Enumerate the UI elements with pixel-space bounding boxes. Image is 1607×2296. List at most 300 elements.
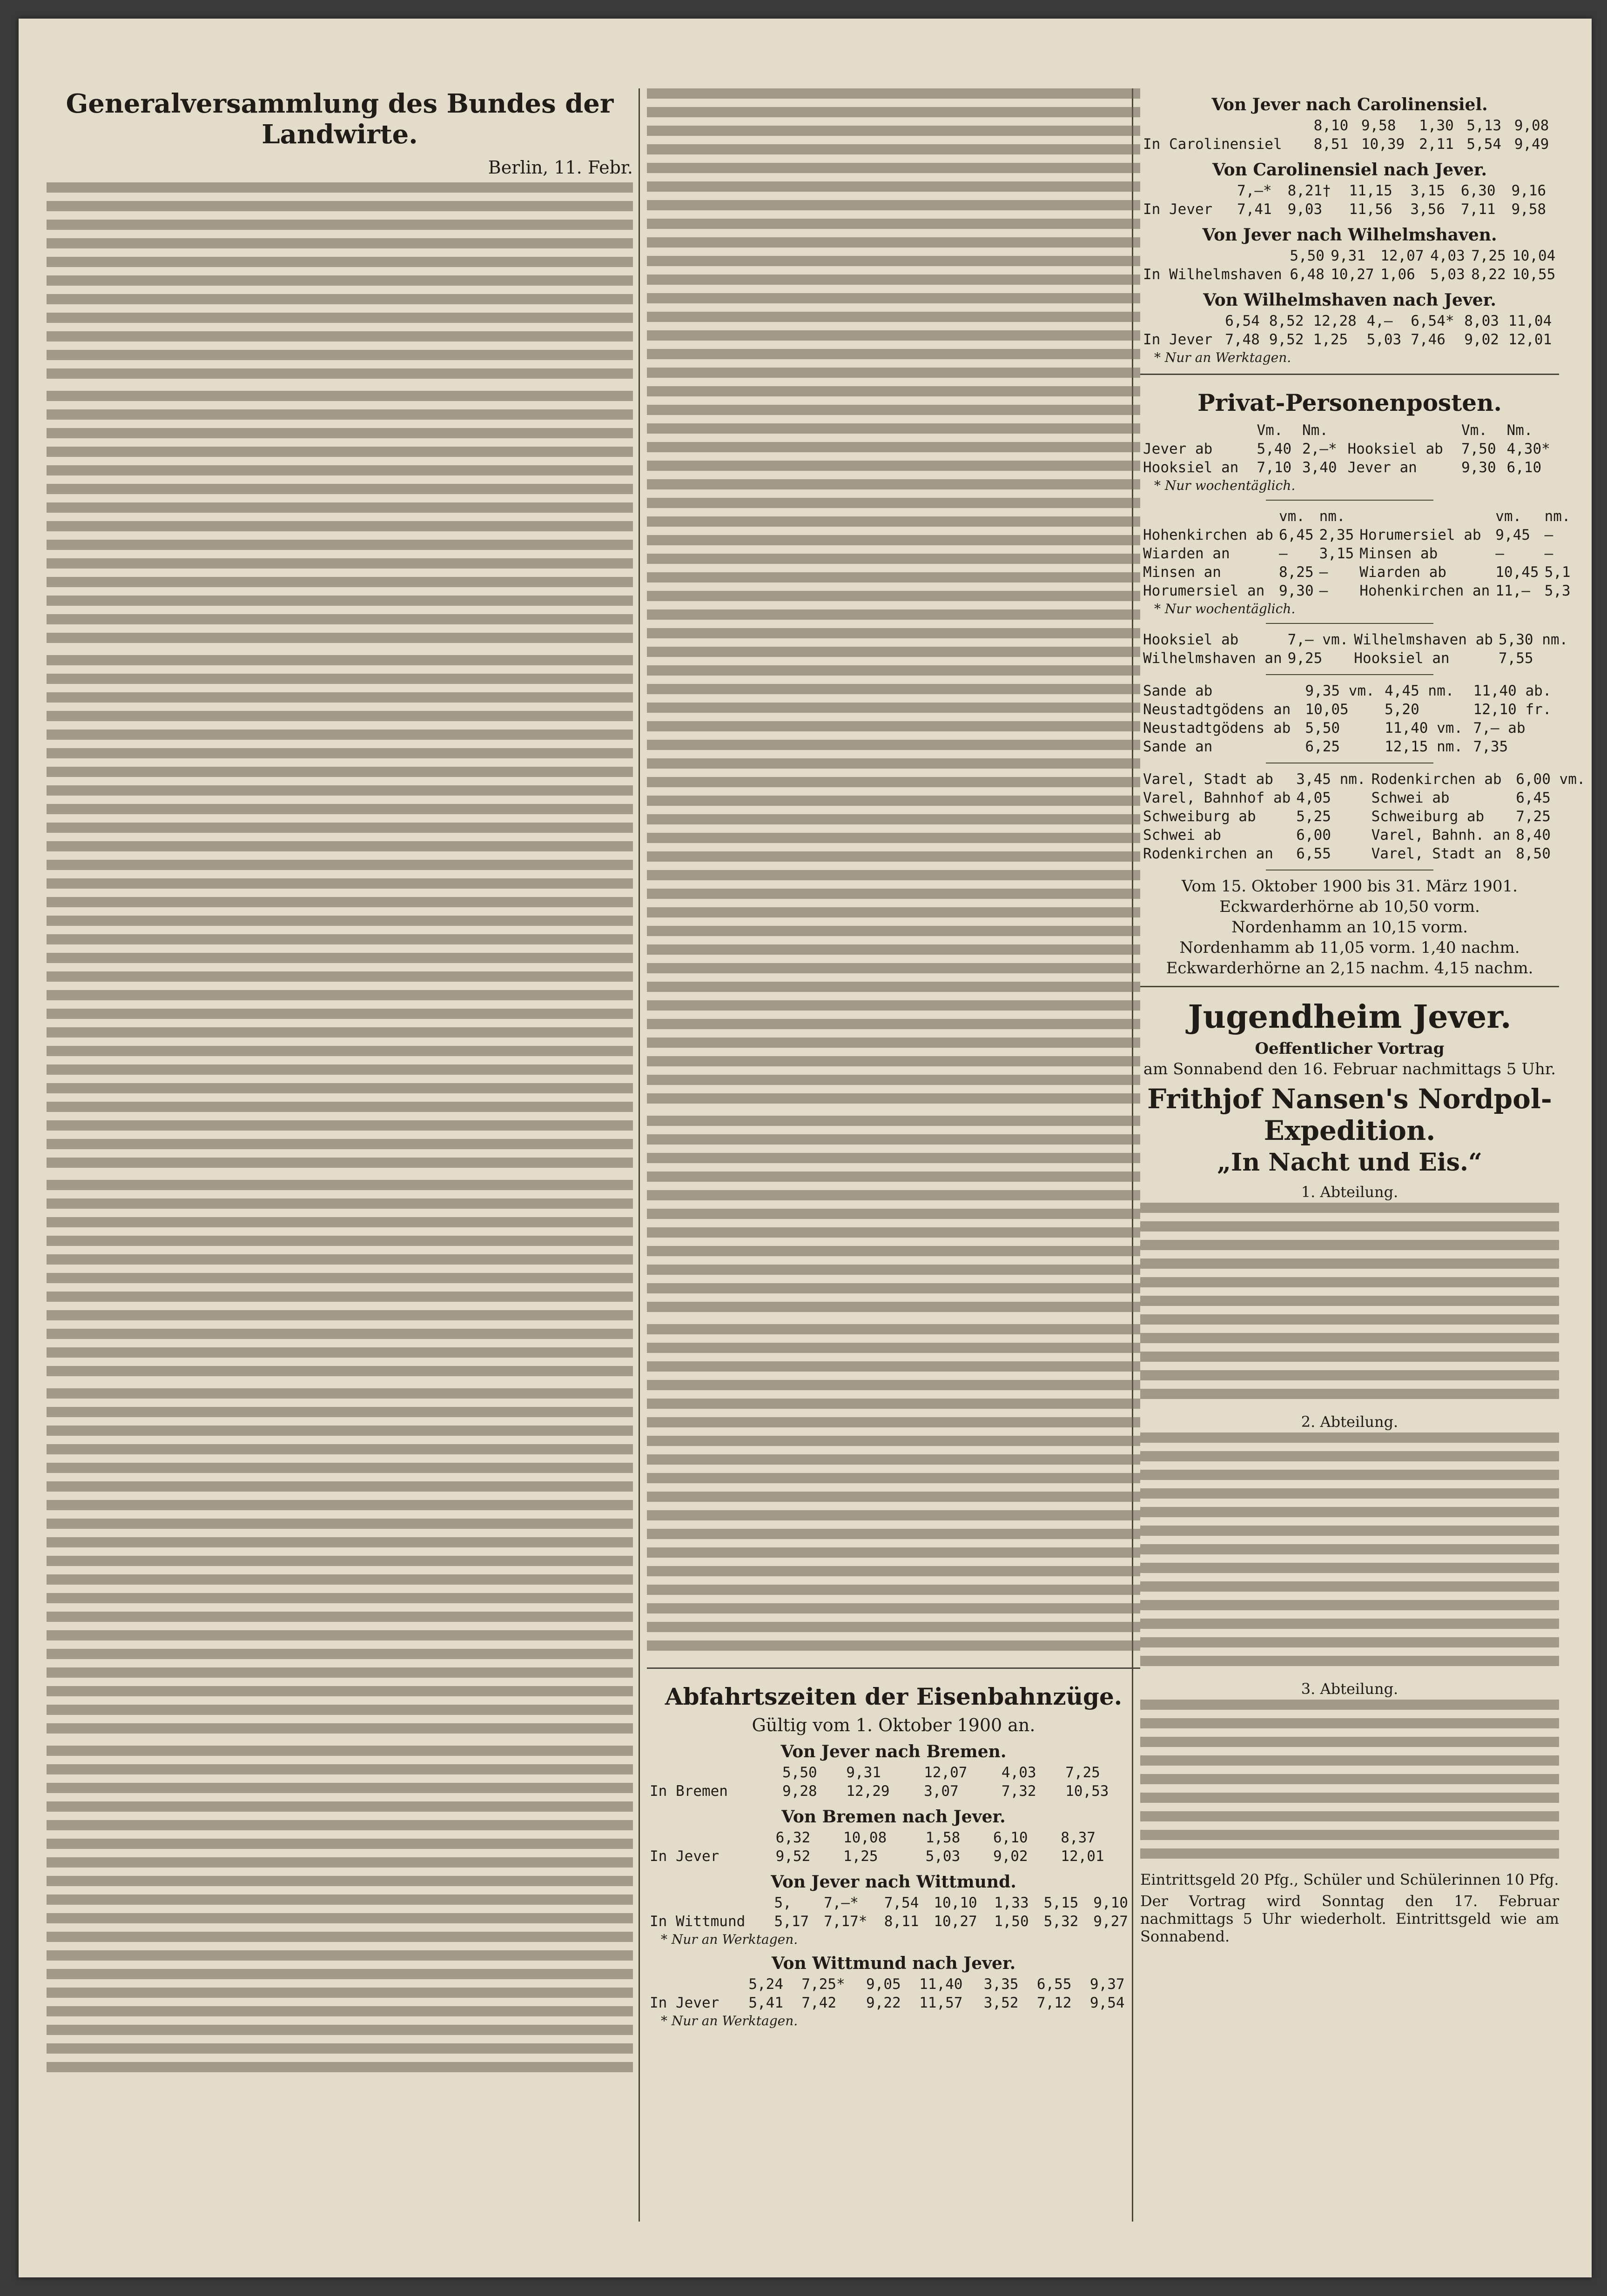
ferry-row: Eckwarderhörne ab 10,50 vorm. bbox=[1219, 897, 1480, 916]
event-main-subtitle: „In Nacht und Eis.“ bbox=[1217, 1148, 1482, 1177]
ferry-row: Eckwarderhörne an 2,15 nachm. 4,15 nachm. bbox=[1166, 959, 1533, 977]
table-cell: 5,50 bbox=[782, 1764, 817, 1781]
table-cell: 5,50 bbox=[1290, 248, 1325, 264]
article-paragraph bbox=[47, 1180, 633, 1385]
table-row bbox=[1140, 116, 1559, 135]
table-cell: Schwei ab bbox=[1143, 827, 1221, 843]
table-cell: 1,33 bbox=[994, 1894, 1029, 1911]
route-title: Von Jever nach Wilhelmshaven. bbox=[1202, 225, 1497, 245]
table-cell: Neustadtgödens an bbox=[1143, 701, 1291, 718]
table-cell: 10,27 bbox=[934, 1913, 977, 1930]
table-cell: Minsen ab bbox=[1359, 545, 1438, 562]
table-cell: 11,04 bbox=[1508, 313, 1552, 329]
table-cell: 9,52 bbox=[1269, 331, 1304, 348]
table-cell: 6,55 bbox=[1036, 1976, 1072, 1993]
table-cell: Jever ab bbox=[1143, 441, 1213, 457]
table-cell bbox=[1140, 247, 1287, 265]
table-cell: 12,29 bbox=[846, 1783, 890, 1800]
table-cell bbox=[1345, 421, 1459, 440]
table-cell: 7,54 bbox=[884, 1894, 919, 1911]
route-title: Von Wilhelmshaven nach Jever. bbox=[1203, 290, 1496, 310]
table-cell: 8,22 bbox=[1471, 266, 1506, 283]
divider bbox=[1266, 623, 1433, 624]
admission-note: Eintrittsgeld 20 Pfg., Schüler und Schülerinnen 10 Pfg. bbox=[1140, 1871, 1559, 1888]
table-cell bbox=[647, 1894, 771, 1912]
table-row bbox=[1140, 312, 1559, 330]
table-cell: nm. bbox=[1319, 508, 1345, 525]
table-cell: 7,25 bbox=[1516, 808, 1551, 825]
article-paragraph bbox=[647, 1116, 1140, 1320]
table-cell: 2,11 bbox=[1419, 136, 1454, 153]
section-heading: 3. Abteilung. bbox=[1301, 1680, 1399, 1698]
table-cell: 9,35 vm. bbox=[1305, 683, 1375, 699]
ferry-schedule bbox=[1140, 897, 1559, 977]
table-cell: vm. bbox=[1495, 508, 1522, 525]
table-cell: 2,35 bbox=[1319, 527, 1354, 543]
table-row bbox=[1140, 826, 1588, 844]
article-paragraph bbox=[47, 182, 633, 387]
table-cell: 7,17* bbox=[824, 1913, 867, 1930]
route-table bbox=[1140, 247, 1559, 284]
table-row bbox=[1140, 440, 1559, 458]
table-cell: 10,27 bbox=[1331, 266, 1374, 283]
event-date: am Sonnabend den 16. Februar nachmittags 5 Uhr. bbox=[1143, 1060, 1556, 1078]
table-cell: 6,32 bbox=[775, 1829, 811, 1846]
table-cell: 4,03 bbox=[1001, 1764, 1036, 1781]
table-cell: In Jever bbox=[650, 1995, 719, 2011]
table-cell: 9,08 bbox=[1514, 117, 1549, 134]
table-row bbox=[1140, 265, 1559, 284]
timetable-routes bbox=[647, 1742, 1140, 2028]
table-cell bbox=[647, 1828, 773, 1847]
table-cell: — bbox=[1278, 545, 1288, 562]
table-cell: — bbox=[1495, 545, 1504, 562]
table-cell: In Carolinensiel bbox=[1143, 136, 1282, 153]
table-row bbox=[1140, 458, 1559, 477]
table-cell: 5,20 bbox=[1385, 701, 1419, 718]
table-cell: In Wittmund bbox=[650, 1913, 746, 1930]
table-cell: Wilhelmshaven ab bbox=[1354, 631, 1493, 648]
table-cell: 5,41 bbox=[748, 1995, 783, 2011]
table-cell: 5,54 bbox=[1466, 136, 1502, 153]
table-row bbox=[1140, 507, 1573, 526]
table-cell: Hohenkirchen an bbox=[1359, 582, 1490, 599]
table-cell: 12,15 nm. bbox=[1385, 738, 1463, 755]
table-cell: 9,30 bbox=[1278, 582, 1314, 599]
table-cell: 3,40 bbox=[1302, 459, 1337, 476]
table-row bbox=[1140, 247, 1559, 265]
table-cell: 9,49 bbox=[1514, 136, 1549, 153]
table-cell: 4,— bbox=[1366, 313, 1393, 329]
table-cell: 6,45 bbox=[1516, 790, 1551, 806]
table-cell: 7,50 bbox=[1461, 441, 1496, 457]
table-cell: 11,— bbox=[1495, 582, 1530, 599]
table-cell: Vm. bbox=[1257, 422, 1283, 439]
table-cell: — bbox=[1544, 545, 1553, 562]
table-cell: 8,51 bbox=[1313, 136, 1349, 153]
table-cell: 3,07 bbox=[924, 1783, 959, 1800]
divider bbox=[1266, 500, 1433, 501]
table-cell: 10,04 bbox=[1512, 248, 1556, 264]
table-cell: Wilhelmshaven an bbox=[1143, 650, 1282, 667]
table-cell: 12,10 fr. bbox=[1473, 701, 1552, 718]
table-row bbox=[647, 1763, 1140, 1782]
timetable-title: Abfahrtszeiten der Eisenbahnzüge. bbox=[665, 1683, 1123, 1710]
table-cell: 12,07 bbox=[924, 1764, 968, 1781]
table-cell bbox=[647, 1763, 780, 1782]
table-cell: In Jever bbox=[650, 1848, 719, 1865]
table-cell: 7,35 bbox=[1473, 738, 1508, 755]
table-row bbox=[1140, 844, 1588, 863]
column-3 bbox=[1140, 88, 1586, 2222]
table-cell: 3,56 bbox=[1410, 201, 1446, 218]
table-cell: 1,25 bbox=[1313, 331, 1348, 348]
table-cell: Schweiburg ab bbox=[1143, 808, 1256, 825]
divider bbox=[1140, 986, 1559, 987]
table-cell: 6,54* bbox=[1411, 313, 1454, 329]
route-table bbox=[1140, 312, 1559, 349]
table-row bbox=[1140, 649, 1571, 668]
table-cell: 9,31 bbox=[1331, 248, 1365, 264]
headline-line: Landwirte. bbox=[262, 119, 418, 150]
column-2 bbox=[647, 88, 1140, 2222]
event-main-title: Frithjof Nansen's Nordpol-Expedition. bbox=[1147, 1083, 1552, 1146]
table-row bbox=[1140, 719, 1559, 737]
route-table bbox=[1140, 181, 1559, 219]
table-row bbox=[1140, 737, 1559, 756]
table-cell: 7,42 bbox=[801, 1995, 837, 2011]
table-cell: 9,54 bbox=[1089, 1995, 1125, 2011]
private-post-table bbox=[1140, 507, 1573, 600]
table-cell: 2,—* bbox=[1302, 441, 1337, 457]
table-cell: 5,1 bbox=[1544, 564, 1571, 581]
table-cell: Neustadtgödens ab bbox=[1143, 720, 1291, 736]
private-post-title: Privat-Personenposten. bbox=[1197, 389, 1502, 416]
timetable-subtitle: Gültig vom 1. Oktober 1900 an. bbox=[752, 1715, 1035, 1735]
table-cell: 7,— ab bbox=[1473, 720, 1526, 736]
table-cell: 7,46 bbox=[1411, 331, 1446, 348]
table-cell: Schwei ab bbox=[1371, 790, 1450, 806]
headline-line: Generalversammlung des Bundes der bbox=[66, 88, 614, 119]
table-row bbox=[1140, 181, 1559, 200]
table-cell: 4,05 bbox=[1296, 790, 1331, 806]
section-text bbox=[1140, 1700, 1559, 1867]
table-cell: 4,30* bbox=[1506, 441, 1550, 457]
table-cell: — bbox=[1319, 582, 1328, 599]
table-cell: 5,25 bbox=[1296, 808, 1331, 825]
table-cell: 7,48 bbox=[1225, 331, 1260, 348]
table-cell: 6,10 bbox=[1506, 459, 1542, 476]
table-cell: 3,52 bbox=[983, 1995, 1019, 2011]
table-cell: 7,11 bbox=[1460, 201, 1496, 218]
table-cell: 8,10 bbox=[1313, 117, 1349, 134]
table-cell: 5,3 bbox=[1544, 582, 1571, 599]
table-cell: 9,27 bbox=[1093, 1913, 1128, 1930]
table-row bbox=[1140, 770, 1588, 789]
table-cell: 5,30 nm. bbox=[1498, 631, 1568, 648]
article-paragraph bbox=[647, 1324, 1140, 1659]
table-cell: nm. bbox=[1544, 508, 1571, 525]
table-cell: 10,08 bbox=[843, 1829, 887, 1846]
private-post-table bbox=[1140, 682, 1559, 756]
table-cell: 1,25 bbox=[843, 1848, 878, 1865]
table-row bbox=[647, 1975, 1140, 1994]
private-post-table bbox=[1140, 421, 1559, 477]
table-cell: 3,15 bbox=[1319, 545, 1354, 562]
article-body-continued bbox=[647, 88, 1140, 1659]
table-cell: In Jever bbox=[1143, 331, 1213, 348]
table-cell: Sande an bbox=[1143, 738, 1213, 755]
timetable-routes bbox=[1140, 95, 1559, 365]
route-title: Von Wittmund nach Jever. bbox=[771, 1954, 1016, 1973]
table-cell: 10,10 bbox=[934, 1894, 977, 1911]
table-cell: In Wilhelmshaven bbox=[1143, 266, 1282, 283]
table-row bbox=[647, 1912, 1140, 1931]
table-cell: 11,56 bbox=[1349, 201, 1392, 218]
table-row bbox=[1140, 544, 1573, 563]
table-cell: 5,03 bbox=[925, 1848, 961, 1865]
table-cell: 9,28 bbox=[782, 1783, 817, 1800]
table-cell: 8,03 bbox=[1464, 313, 1499, 329]
table-cell: 10,53 bbox=[1065, 1783, 1109, 1800]
table-cell: 9,37 bbox=[1089, 1976, 1125, 1993]
table-cell: 1,58 bbox=[925, 1829, 961, 1846]
table-cell: Schweiburg ab bbox=[1371, 808, 1485, 825]
table-cell: 5, bbox=[774, 1894, 792, 1911]
table-cell: Varel, Bahnhof ab bbox=[1143, 790, 1291, 806]
newspaper-page bbox=[19, 19, 1592, 2277]
table-cell: 9,58 bbox=[1361, 117, 1396, 134]
table-cell: 5,15 bbox=[1043, 1894, 1079, 1911]
table-cell: Jever an bbox=[1347, 459, 1417, 476]
table-cell bbox=[1140, 116, 1311, 135]
table-cell: 5,32 bbox=[1043, 1913, 1079, 1930]
table-row bbox=[647, 1894, 1140, 1912]
article-paragraph bbox=[47, 391, 633, 651]
table-cell: 6,30 bbox=[1460, 182, 1496, 199]
table-cell: 10,05 bbox=[1305, 701, 1349, 718]
article-paragraph bbox=[47, 1746, 633, 2081]
table-cell: 8,50 bbox=[1516, 845, 1551, 862]
table-cell: 11,40 bbox=[919, 1976, 963, 1993]
table-cell: 6,45 bbox=[1278, 527, 1314, 543]
route-table bbox=[647, 1975, 1140, 2012]
route-title: Von Jever nach Carolinensiel. bbox=[1211, 95, 1488, 114]
route-table bbox=[647, 1828, 1140, 1866]
table-cell: 7,25 bbox=[1065, 1764, 1100, 1781]
table-row bbox=[1140, 135, 1559, 154]
table-cell: 10,39 bbox=[1361, 136, 1405, 153]
table-cell: 7,10 bbox=[1257, 459, 1292, 476]
divider bbox=[1266, 674, 1433, 675]
route-title: Von Jever nach Bremen. bbox=[780, 1742, 1007, 1761]
table-cell: 5,13 bbox=[1466, 117, 1502, 134]
route-title: Von Bremen nach Jever. bbox=[781, 1807, 1006, 1827]
table-cell: 6,54 bbox=[1225, 313, 1260, 329]
section-text bbox=[1140, 1203, 1559, 1407]
article-paragraph bbox=[47, 1388, 633, 1742]
table-cell: 5,24 bbox=[748, 1976, 783, 1993]
table-cell: 12,07 bbox=[1380, 248, 1424, 264]
event-subtitle: Oeffentlicher Vortrag bbox=[1255, 1039, 1445, 1058]
table-cell: Wiarden ab bbox=[1359, 564, 1446, 581]
table-row bbox=[1140, 807, 1588, 826]
table-cell: 1,50 bbox=[994, 1913, 1029, 1930]
table-cell: 4,45 nm. bbox=[1385, 683, 1454, 699]
table-cell: 9,25 bbox=[1287, 650, 1323, 667]
table-cell: 5,03 bbox=[1366, 331, 1402, 348]
private-post-table bbox=[1140, 630, 1571, 668]
table-row bbox=[647, 1847, 1140, 1866]
table-row bbox=[647, 1828, 1140, 1847]
table-cell: 5,40 bbox=[1257, 441, 1292, 457]
table-cell: 9,05 bbox=[866, 1976, 901, 1993]
private-post-table bbox=[1140, 770, 1588, 863]
table-cell: Nm. bbox=[1506, 422, 1533, 439]
table-row bbox=[1140, 682, 1559, 700]
table-cell: 11,15 bbox=[1349, 182, 1392, 199]
table-cell: 9,16 bbox=[1511, 182, 1546, 199]
table-cell: 8,21† bbox=[1287, 182, 1331, 199]
table-cell bbox=[647, 1975, 746, 1994]
table-cell: 3,45 nm. bbox=[1296, 771, 1366, 788]
table-cell: 5,17 bbox=[774, 1913, 809, 1930]
table-cell: 11,40 vm. bbox=[1385, 720, 1463, 736]
table-cell: 5,50 bbox=[1305, 720, 1340, 736]
repeat-note: Der Vortrag wird Sonntag den 17. Februar nachmittags 5 Uhr wiederholt. Eintrittsgeld wie am Sonnabend. bbox=[1140, 1892, 1559, 1945]
table-cell: 12,28 bbox=[1313, 313, 1357, 329]
table-cell: 8,11 bbox=[884, 1913, 919, 1930]
table-row bbox=[1140, 789, 1588, 807]
table-row bbox=[1140, 700, 1559, 719]
table-cell: 7,32 bbox=[1001, 1783, 1036, 1800]
table-cell: 6,25 bbox=[1305, 738, 1340, 755]
table-cell: 8,40 bbox=[1516, 827, 1551, 843]
table-cell: Hooksiel ab bbox=[1143, 631, 1239, 648]
column-rule bbox=[639, 88, 640, 2222]
table-cell: vm. bbox=[1278, 508, 1305, 525]
section-heading: 2. Abteilung. bbox=[1301, 1413, 1399, 1431]
table-cell: Hooksiel an bbox=[1143, 459, 1239, 476]
dateline: Berlin, 11. Febr. bbox=[488, 157, 633, 178]
event-title: Jugendheim Jever. bbox=[1188, 998, 1512, 1036]
table-cell: 9,10 bbox=[1093, 1894, 1128, 1911]
table-cell: Minsen an bbox=[1143, 564, 1221, 581]
section-text bbox=[1140, 1432, 1559, 1674]
table-cell: 8,25 bbox=[1278, 564, 1314, 581]
table-cell: Horumersiel an bbox=[1143, 582, 1265, 599]
table-cell bbox=[1140, 421, 1254, 440]
table-cell: 7,55 bbox=[1498, 650, 1533, 667]
table-cell: Horumersiel ab bbox=[1359, 527, 1481, 543]
table-cell: 7,25 bbox=[1471, 248, 1506, 264]
table-row bbox=[1140, 630, 1571, 649]
table-cell: Varel, Bahnh. an bbox=[1371, 827, 1511, 843]
table-cell: 4,03 bbox=[1430, 248, 1465, 264]
table-cell: 6,48 bbox=[1290, 266, 1325, 283]
section-heading: 1. Abteilung. bbox=[1301, 1183, 1399, 1201]
table-cell: 10,45 bbox=[1495, 564, 1539, 581]
route-table bbox=[1140, 116, 1559, 154]
table-cell: 9,03 bbox=[1287, 201, 1323, 218]
table-cell: 8,52 bbox=[1269, 313, 1304, 329]
table-cell: 5,03 bbox=[1430, 266, 1465, 283]
article-paragraph bbox=[47, 655, 633, 1176]
table-cell: Varel, Stadt an bbox=[1371, 845, 1502, 862]
table-cell: 3,35 bbox=[983, 1976, 1019, 1993]
table-row bbox=[1140, 421, 1559, 440]
table-cell bbox=[1140, 507, 1276, 526]
table-cell bbox=[1140, 312, 1222, 330]
table-cell: Nm. bbox=[1302, 422, 1328, 439]
table-cell bbox=[1357, 507, 1493, 526]
table-cell: 6,00 vm. bbox=[1516, 771, 1586, 788]
table-cell: 9,02 bbox=[1464, 331, 1499, 348]
divider bbox=[1140, 374, 1559, 375]
table-row bbox=[1140, 330, 1559, 349]
table-cell: 11,40 ab. bbox=[1473, 683, 1552, 699]
table-cell: In Bremen bbox=[650, 1783, 728, 1800]
table-cell: 6,55 bbox=[1296, 845, 1331, 862]
column-1 bbox=[47, 88, 633, 2222]
table-cell: 10,55 bbox=[1512, 266, 1556, 283]
article-headline bbox=[47, 88, 633, 150]
ferry-heading: Vom 15. Oktober 1900 bis 31. März 1901. bbox=[1182, 877, 1518, 896]
table-cell: — bbox=[1544, 527, 1553, 543]
footnote: * Nur an Werktagen. bbox=[661, 2013, 798, 2028]
article-paragraph bbox=[647, 88, 1140, 1112]
footnote: * Nur wochentäglich. bbox=[1154, 601, 1296, 616]
table-cell: 7,— vm. bbox=[1287, 631, 1349, 648]
table-cell: Rodenkirchen ab bbox=[1371, 771, 1502, 788]
table-cell: 9,31 bbox=[846, 1764, 881, 1781]
table-cell: 7,25* bbox=[801, 1976, 845, 1993]
table-cell: 6,10 bbox=[993, 1829, 1028, 1846]
table-cell: 9,30 bbox=[1461, 459, 1496, 476]
table-cell: 9,52 bbox=[775, 1848, 811, 1865]
table-row bbox=[1140, 563, 1573, 582]
table-cell bbox=[1140, 181, 1234, 200]
route-title: Von Jever nach Wittmund. bbox=[771, 1872, 1016, 1892]
table-cell: 7,41 bbox=[1237, 201, 1272, 218]
route-table bbox=[647, 1894, 1140, 1931]
ferry-row: Nordenhamm ab 11,05 vorm. 1,40 nachm. bbox=[1179, 938, 1520, 957]
table-cell: 3,15 bbox=[1410, 182, 1446, 199]
table-cell: 9,02 bbox=[993, 1848, 1028, 1865]
table-cell: 9,45 bbox=[1495, 527, 1530, 543]
table-cell: Varel, Stadt ab bbox=[1143, 771, 1273, 788]
table-cell: 9,58 bbox=[1511, 201, 1546, 218]
table-cell: 7,—* bbox=[824, 1894, 859, 1911]
footnote: * Nur wochentäglich. bbox=[1154, 478, 1296, 493]
table-cell: In Jever bbox=[1143, 201, 1213, 218]
table-cell: Rodenkirchen an bbox=[1143, 845, 1273, 862]
article-body bbox=[47, 182, 633, 2081]
table-cell: Sande ab bbox=[1143, 683, 1213, 699]
ferry-row: Nordenhamm an 10,15 vorm. bbox=[1231, 918, 1468, 937]
table-row bbox=[647, 1994, 1140, 2012]
table-row bbox=[1140, 582, 1573, 600]
table-cell: 1,30 bbox=[1419, 117, 1454, 134]
table-row bbox=[647, 1782, 1140, 1801]
footnote: * Nur an Werktagen. bbox=[661, 1932, 798, 1947]
table-cell: Hooksiel ab bbox=[1347, 441, 1443, 457]
footnote: * Nur an Werktagen. bbox=[1154, 350, 1291, 365]
table-cell: Hohenkirchen ab bbox=[1143, 527, 1273, 543]
route-table bbox=[647, 1763, 1140, 1801]
table-cell: 12,01 bbox=[1061, 1848, 1104, 1865]
table-cell: 8,37 bbox=[1061, 1829, 1096, 1846]
